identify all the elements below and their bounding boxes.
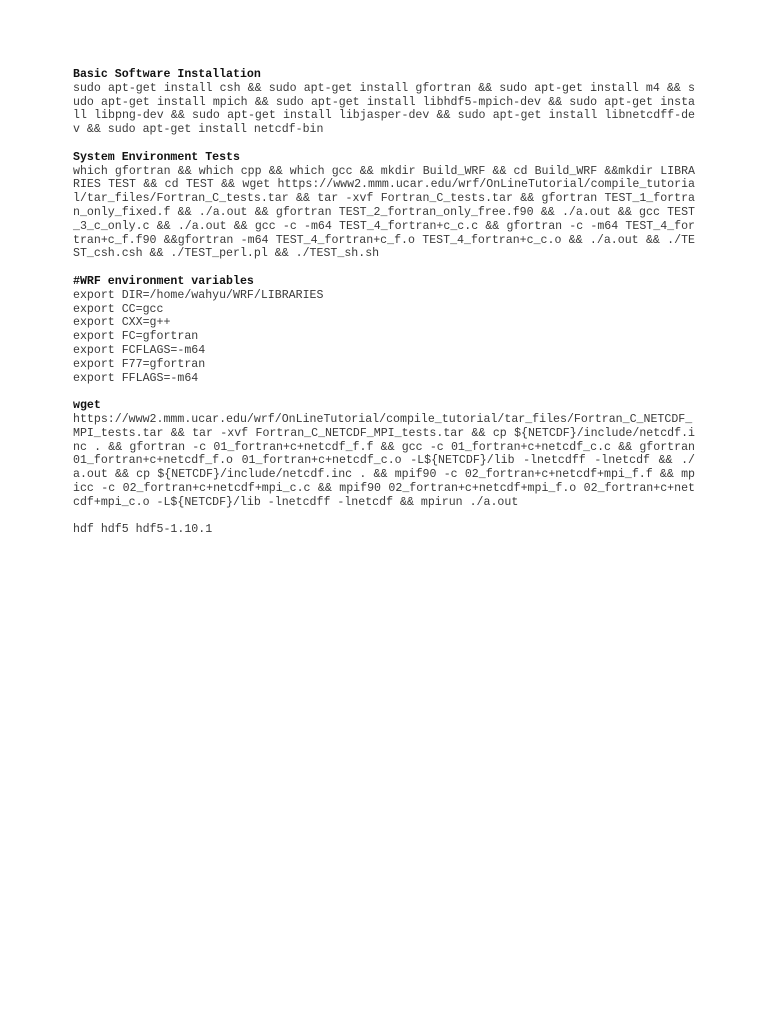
section-heading: #WRF environment variables [73, 274, 254, 288]
section-body: sudo apt-get install csh && sudo apt-get install gfortran && sudo apt-get install m4 && sudo apt-get install mpich && sudo apt-get install libhdf5-mpich-dev && sudo apt-get install libpng-dev && sudo apt-get install libjasper-dev && sudo apt-get install libnetcdff-dev && sudo apt-get install netcdf-bin [73, 81, 695, 137]
section-heading: Basic Software Installation [73, 68, 261, 81]
footer-text: hdf hdf5 hdf5-1.10.1 [73, 523, 213, 537]
env-line: export FFLAGS=-m64 [73, 371, 199, 385]
env-line: export FC=gfortran [73, 330, 199, 344]
document-page [73, 68, 695, 551]
section-body: which gfortran && which cpp && which gcc && mkdir Build_WRF && cd Build_WRF &&mkdir LIBRARIES TEST && cd TEST && wget https://www2.mmm.ucar.edu/wrf/OnLineTutorial/compile_tutorial/tar_files/Fortran_C_tests.tar && tar -xvf Fortran_C_tests.tar && gfortran TEST_1_fortran_only_fixed.f && ./a.out && gfortran TEST_2_fortran_only_free.f90 && ./a.out && gcc TEST_3_c_only.c && ./a.out && gcc -c -m64 TEST_4_fortran+c_c.c && gfortran -c -m64 TEST_4_fortran+c_f.f90 &&gfortran -m64 TEST_4_fortran+c_f.o TEST_4_fortran+c_c.o && ./a.out && ./TEST_csh.csh && ./TEST_perl.pl && ./TEST_sh.sh [73, 164, 695, 261]
env-line: export FCFLAGS=-m64 [73, 343, 206, 357]
section-wrf-environment-variables [73, 275, 695, 385]
section-wget [73, 399, 695, 509]
env-line: export CXX=g++ [73, 316, 171, 330]
env-line: export CC=gcc [73, 302, 164, 316]
section-footer-line [73, 523, 695, 537]
env-line: export F77=gfortran [73, 357, 206, 371]
section-body: https://www2.mmm.ucar.edu/wrf/OnLineTutorial/compile_tutorial/tar_files/Fortran_C_NETCDF_MPI_tests.tar && tar -xvf Fortran_C_NETCDF_MPI_tests.tar && cp ${NETCDF}/include/netcdf.inc . && gfortran -c 01_fortran+c+netcdf_f.f && gcc -c 01_fortran+c+netcdf_c.c && gfortran 01_fortran+c+netcdf_f.o 01_fortran+c+netcdf_c.o -L${NETCDF}/lib -lnetcdff -lnetcdf && ./a.out && cp ${NETCDF}/include/netcdf.inc . && mpif90 -c 02_fortran+c+netcdf+mpi_f.f && mpicc -c 02_fortran+c+netcdf+mpi_c.c && mpif90 02_fortran+c+netcdf+mpi_f.o 02_fortran+c+netcdf+mpi_c.o -L${NETCDF}/lib -lnetcdff -lnetcdf && mpirun ./a.out [73, 412, 695, 509]
section-system-environment-tests [73, 151, 695, 261]
section-heading: wget [73, 399, 101, 413]
section-heading: System Environment Tests [73, 150, 240, 164]
section-basic-software-installation [73, 68, 695, 137]
env-line: export DIR=/home/wahyu/WRF/LIBRARIES [73, 288, 324, 302]
